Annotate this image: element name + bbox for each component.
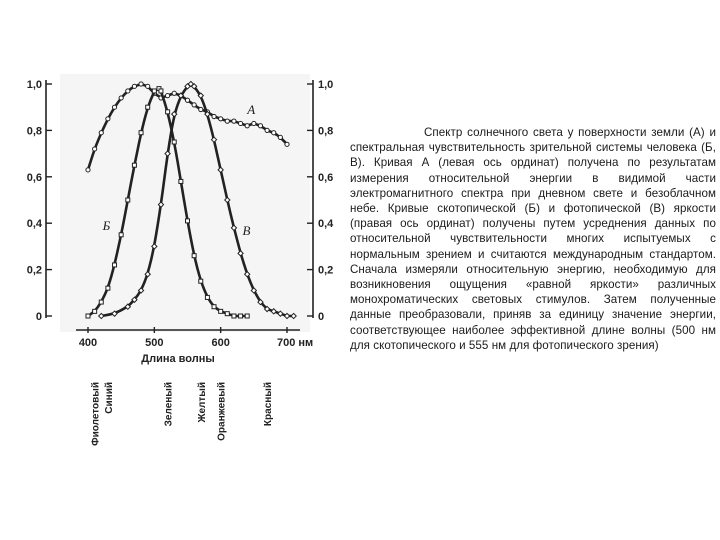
series-2-point — [132, 163, 136, 167]
series-1-point — [86, 168, 90, 172]
color-name-label: Оранжевый — [216, 382, 228, 441]
series-1-point — [265, 128, 269, 132]
color-name-label: Желтый — [196, 382, 208, 423]
caption-text: Спектр солнечного света у поверхности земли (А) и спектральная чувствительность зрительной системы человека (Б, В). Кривая А (левая ось ординат) получена по результатам измерения относительной энергии в видимой части электромагнитного спектра при дневном свете и безоблачном небе. Кривые скотопической (Б) и фотопической (В) яркости (правая ось ординат) получены путем усреднения данных по относительной чувствительности многих испытуемых с нормальным зрением и считаются международным стандартом. Сначала измеряли относительную энергию, необходимую для возникновения ощущения «равной яркости» различных монохроматических световых стимулов. Затем полученные данные преобразовали, приняв за единицу значение энергии, соответствующее наиболее эффективной длине волны (500 нм для скотопического и 555 нм для фотопического зрения) — [350, 126, 716, 352]
right-tick-label: 0,8 — [318, 125, 334, 138]
series-1-point — [146, 84, 150, 88]
series-1-point — [192, 103, 196, 107]
series-2-point — [126, 198, 130, 202]
series-2-point — [232, 314, 236, 318]
series-1-point — [258, 124, 262, 128]
left-tick-label: 1,0 — [26, 79, 42, 91]
series-2-point — [245, 314, 249, 318]
series-1-point — [166, 94, 170, 98]
series-2-point — [99, 300, 103, 304]
series-1-point — [112, 105, 116, 109]
right-tick-label: 1,0 — [318, 79, 334, 91]
series-2-point — [212, 305, 216, 309]
x-tick-label: 500 — [145, 337, 164, 349]
series-2-point — [86, 314, 90, 318]
series-1-point — [245, 124, 249, 128]
series-2-point — [119, 233, 123, 237]
series-1-point — [285, 142, 289, 146]
series-1-point — [126, 89, 130, 93]
series-2-point — [192, 254, 196, 258]
series-2-point — [139, 131, 143, 135]
series-label-1: А — [247, 102, 256, 118]
left-tick-label: 0 — [35, 311, 42, 323]
series-1-point — [225, 119, 229, 123]
x-tick-label: 700 нм — [277, 337, 314, 349]
series-2-point — [179, 179, 183, 183]
right-tick-label: 0,6 — [318, 171, 334, 184]
chart-caption — [350, 125, 716, 353]
left-tick-label: 0,6 — [26, 171, 42, 184]
series-1-point — [172, 91, 176, 95]
x-tick-label: 600 — [211, 337, 230, 349]
series-2-point — [225, 312, 229, 316]
series-2-point — [106, 286, 110, 290]
series-1-point — [93, 147, 97, 151]
series-1-point — [106, 117, 110, 121]
right-tick-label: 0 — [318, 311, 325, 323]
color-name-label: Красный — [263, 382, 275, 427]
series-1-point — [99, 131, 103, 135]
color-name-label: Зеленый — [163, 382, 175, 427]
series-2-point — [93, 309, 97, 313]
series-2-point — [205, 295, 209, 299]
series-2-point — [199, 279, 203, 283]
series-1-point — [212, 114, 216, 118]
right-tick-label: 0,4 — [318, 218, 334, 231]
series-1-point — [252, 121, 256, 125]
series-1-point — [139, 82, 143, 86]
series-1-point — [119, 96, 123, 100]
series-2-point — [219, 309, 223, 313]
left-tick-label: 0,4 — [26, 218, 42, 231]
series-1-point — [185, 98, 189, 102]
right-tick-label: 0,2 — [318, 264, 334, 277]
series-1-point — [219, 117, 223, 121]
series-1-point — [238, 121, 242, 125]
left-tick-label: 0,8 — [26, 125, 42, 138]
series-1-point — [132, 84, 136, 88]
series-2-point — [166, 110, 170, 114]
x-tick-label: 400 — [78, 337, 98, 349]
x-axis-title: Длина волны — [141, 353, 215, 365]
color-name-label: Синий — [103, 382, 115, 414]
left-tick-label: 0,2 — [26, 264, 42, 277]
series-1-point — [199, 107, 203, 111]
series-label-2: Б — [102, 218, 111, 234]
series-2-point — [186, 219, 190, 223]
series-1-point — [272, 131, 276, 135]
series-2-point — [146, 105, 150, 109]
series-2-point — [159, 89, 163, 93]
series-2-point — [113, 263, 117, 267]
series-2-point — [152, 89, 156, 93]
series-2-point — [239, 314, 243, 318]
labels-layer — [91, 382, 275, 446]
series-label-3: В — [242, 222, 251, 238]
series-2-point — [172, 140, 176, 144]
series-1-point — [232, 119, 236, 123]
color-name-label: Фиолетовый — [90, 382, 102, 446]
series-1-point — [278, 135, 282, 139]
